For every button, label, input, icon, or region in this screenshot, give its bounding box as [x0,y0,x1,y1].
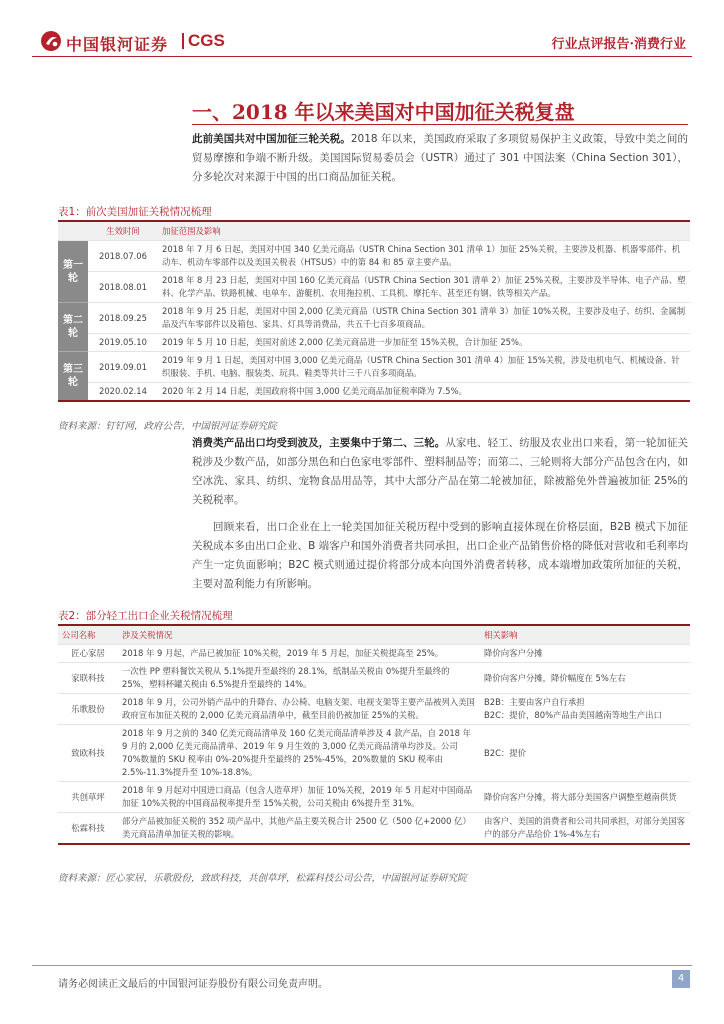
table-row [58,725,690,782]
table-row [58,782,690,813]
tariff-description: 2019 年 9 月 1 日起，美国对中国 3,000 亿美元商品（USTR China Section 301 清单 4）加征 15%关税，涉及电机电气、机械设备、针织服装、手机、电脑、服装类、玩具、鞋类等共计三千八百多项商品。 [158,352,690,383]
page-number: 4 [672,970,690,988]
table-row [58,645,690,663]
tariff-description: 2018 年 7 月 6 日起，美国对中国 340 亿美元商品（USTR China Section 301 清单 1）加征 25%关税，主要涉及机器、机器零部件、机动车、机动车零部件以及美国关税表（HTSUS）中的第 84 和 85 章主要产品。 [158,241,690,272]
table-row [58,694,690,725]
table2-header-company: 公司名称 [58,625,118,645]
section-title-underline [192,124,688,125]
para2-text: 从家电、轻工、纺服及农业出口来看，第一轮加征关税涉及少数产品，如部分黑色和白色家电零部件、塑料制品等；而第二、三轮则将大部分产品包含在内，如空冰洗、家具、纺织、宠物食品用品等，其中大部分产品在第二轮被加征，除被豁免外普遍被加征 25%的关税税率。 [192,437,689,506]
tariff-impact: 降价向客户分摊，降价幅度在 5%左右 [480,663,690,694]
table-row [58,334,690,352]
effective-date: 2018.07.06 [88,241,158,272]
table-row [58,352,690,383]
tariff-situation: 部分产品被加征关税的 352 项产品中，其他产品主要关税合计 2500 亿（500 亿+2000 亿）美元商品清单加征关税的影响。 [118,813,480,845]
logo-cgs: CGS [188,31,225,50]
logo-text: 中国银河证券 [66,35,169,54]
effective-date: 2020.02.14 [88,383,158,402]
header-divider [32,56,692,57]
tariff-situation: 2018 年 9 月，公司外销产品中的升降台、办公椅、电脑支架、电视支架等主要产品被列入美国政府宣布加征关税的 2,000 亿美元商品清单中，截至目前仍被加征 25%的关税。 [118,694,480,725]
effective-date: 2018.08.01 [88,272,158,303]
table2-header-impact: 相关影响 [480,625,690,645]
company-tariff-table [58,624,690,845]
tariff-situation: 2018 年 9 月之前的 340 亿美元商品清单及 160 亿美元商品清单涉及 4 款产品，自 2018 年 9 月的 2,000 亿美元商品清单、2019 年 9 月生效的 3,000 亿美元商品清单均涉及。公司 70%数量的 SKU 税率由 0%-20%提升至最终的 25%-45%，20%数量的 SKU 税率由 2.5%-11.3%提升至 10%-18.8%。 [118,725,480,782]
report-type-tag: 行业点评报告·消费行业 [551,37,686,52]
review-paragraph: 回顾来看，出口企业在上一轮美国加征关税历程中受到的影响直接体现在价格层面，B2B 模式下加征关税成本多由出口企业、B 端客户和国外消费者共同承担，出口企业产品销售价格的降低对营收和毛利率均产生一定负面影响；B2C 模式则通过提价将部分成本向国外消费者转移，成本端增加政策所加征的关税，主要对盈利能力有所影响。 [192,521,688,590]
table1-caption: 表1：前次美国加征关税情况梳理 [58,206,212,218]
round-label: 第三轮 [58,352,88,402]
table-row [58,813,690,845]
table-row [58,663,690,694]
tariff-impact: 降价向客户分摊 [480,645,690,663]
company-name: 家联科技 [58,663,118,694]
tariff-impact: B2C：提价 [480,725,690,782]
logo-divider [182,33,184,49]
table2-caption: 表2：部分轻工出口企业关税情况梳理 [58,610,233,622]
tariff-history-table [58,220,690,402]
effective-date: 2019.09.01 [88,352,158,383]
consumer-impact-paragraph [192,434,688,510]
tariff-description: 2020 年 2 月 14 日起，美国政府将中国 3,000 亿美元商品加征税率降为 7.5%。 [158,383,690,402]
effective-date: 2018.09.25 [88,303,158,334]
company-name: 共创草坪 [58,782,118,813]
table1-header-scope: 加征范围及影响 [158,221,690,241]
tariff-description: 2019 年 5 月 10 日起，美国对前述 2,000 亿美元商品进一步加征至 15%关税，合计加征 25%。 [158,334,690,352]
company-name: 匠心家居 [58,645,118,663]
tariff-description: 2018 年 9 月 25 日起，美国对中国 2,000 亿美元商品（USTR China Section 301 清单 3）加征 10%关税，主要涉及电子、纺织、金属制品及汽车零部件以及箱包、家具、灯具等消费品，共五千七百多项商品。 [158,303,690,334]
company-name: 致欧科技 [58,725,118,782]
intro-paragraph [192,130,688,187]
table1-source: 资料来源：钉钉网，政府公告，中国银河证券研究院 [58,421,277,432]
tariff-situation: 2018 年 9 月起，产品已被加征 10%关税，2019 年 5 月起，加征关税提高至 25%。 [118,645,480,663]
intro-text: 2018 年以来，美国政府采取了多项贸易保护主义政策，导致中美之间的贸易摩擦和争端不断升级。美国国际贸易委员会（USTR）通过了 301 中国法案（China Section 301），分多轮次对来源于中国的出口商品加征关税。 [192,133,688,183]
cgs-logo-icon [40,30,62,52]
tariff-impact: 由客户、美国的消费者和公司共同承担，对部分美国客户的部分产品给价 1%-4%左右 [480,813,690,845]
table1-header-round [58,221,88,241]
round-label: 第一轮 [58,241,88,303]
footer-divider [32,965,692,966]
tariff-description: 2018 年 8 月 23 日起，美国对中国 160 亿美元商品（USTR China Section 301 清单 2）加征 25%关税，主要涉及半导体、电子产品、塑料、化学产品、铁路机械、电单车、游艇机、农用拖拉机、工具机、摩托车、甚至还有钢、铁等相关产品。 [158,272,690,303]
table2-header-tariff: 涉及关税情况 [118,625,480,645]
table2-source: 资料来源：匠心家居，乐歌股份，致欧科技，共创草坪，松霖科技公司公告，中国银河证券研究院 [58,873,467,884]
disclaimer-text: 请务必阅读正文最后的中国银河证券股份有限公司免责声明。 [58,979,328,990]
table-row [58,383,690,402]
para2-bold: 消费类产品出口均受到波及，主要集中于第二、三轮。 [192,437,446,449]
tariff-impact: B2B：主要由客户自行承担 B2C：提价，80%产品由美国越南等地生产出口 [480,694,690,725]
company-name: 乐歌股份 [58,694,118,725]
table-row [58,303,690,334]
round-label: 第二轮 [58,303,88,352]
table1-header-date: 生效时间 [88,221,158,241]
intro-bold: 此前美国共对中国加征三轮关税。 [192,133,351,145]
tariff-impact: 降价向客户分摊，将大部分美国客户调整至越南供货 [480,782,690,813]
tariff-situation: 2018 年 9 月起对中国进口商品（包含人造草坪）加征 10%关税，2019 年 5 月起对中国商品加征 10%关税的中国商品税率提升至 15%关税，公司关税由 6%提升至 31%。 [118,782,480,813]
section-title: 一、2018 年以来美国对中国加征关税复盘 [192,100,575,124]
table-row [58,272,690,303]
effective-date: 2019.05.10 [88,334,158,352]
tariff-situation: 一次性 PP 塑料餐饮关税从 5.1%提升至最终的 28.1%，纸制品关税由 0%提升至最终的 25%，塑料杯罐关税由 6.5%提升至最终的 14%。 [118,663,480,694]
company-name: 松霖科技 [58,813,118,845]
table-row [58,241,690,272]
